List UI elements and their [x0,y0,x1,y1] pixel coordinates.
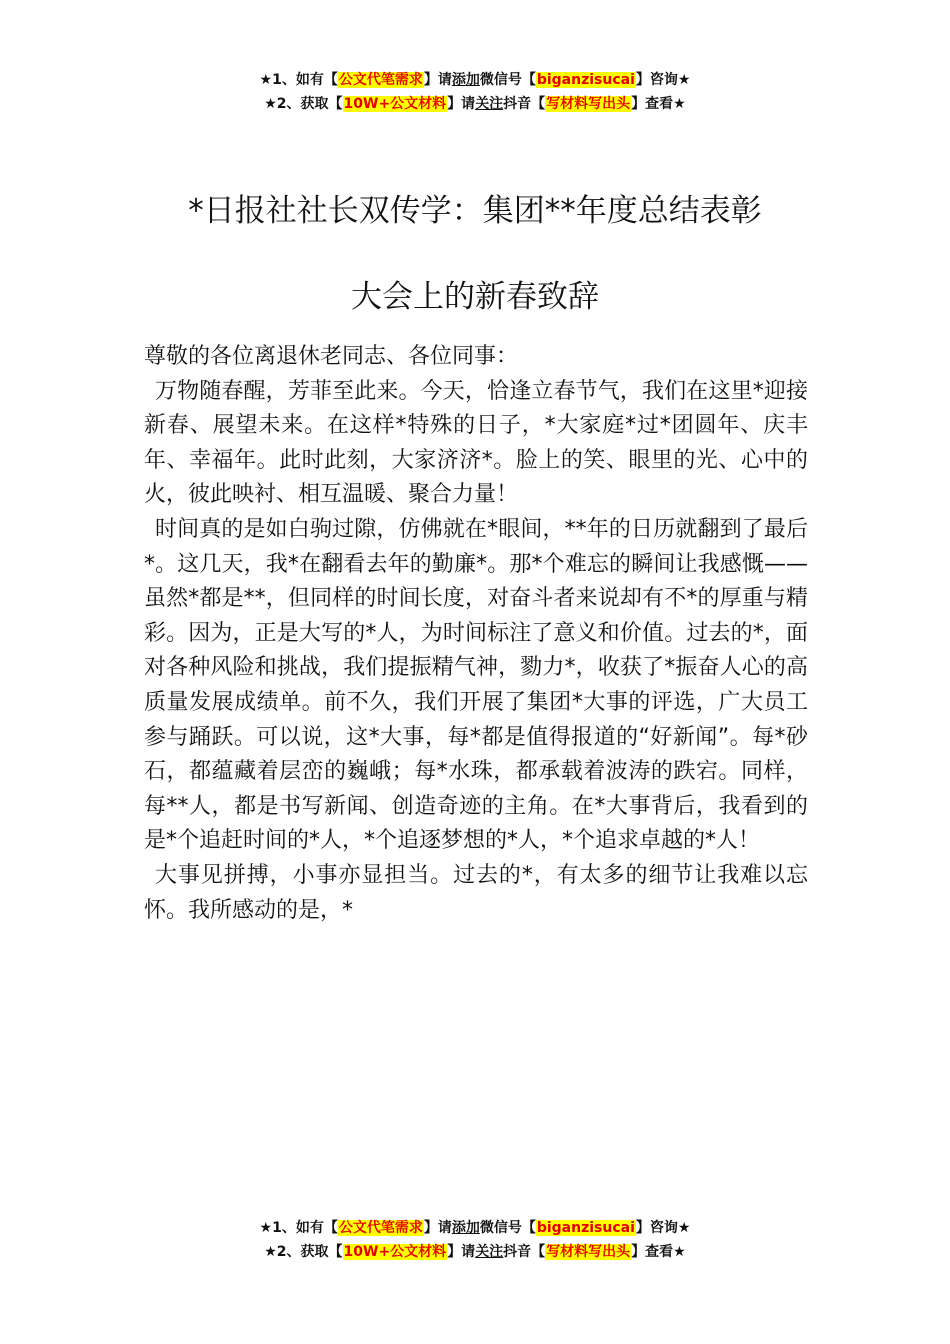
douyin-highlight: 写材料写出头 [546,96,631,112]
paragraph-3: 大事见拼搏，小事亦显担当。过去的*，有太多的细节让我难以忘怀。我所感动的是，* [144,862,808,923]
promo-text: 】咨询★ [635,72,691,88]
promo-line-1 [0,1216,950,1240]
promo-line-1 [0,68,950,92]
promo-highlight: 公文代笔需求 [338,1220,423,1236]
greeting: 尊敬的各位离退休老同志、各位同事： [144,344,519,369]
promo-text: ★1、如有【 [259,72,338,88]
title-line-2: 大会上的新春致辞 [351,279,599,315]
promo-highlight: 10W+公文材料 [343,96,447,112]
promo-text: 】请 [423,72,452,88]
top-promo-banner [0,68,950,116]
wechat-id-highlight: biganzisucai [536,72,635,88]
promo-text: 】咨询★ [635,1220,691,1236]
title-line-1: *日报社社长双传学：集团**年度总结表彰 [188,193,762,229]
promo-text: ★2、获取【 [264,96,343,112]
promo-text: 】请 [447,96,476,112]
document-body [144,340,808,928]
promo-text: 】查看★ [631,1244,686,1260]
promo-text: ★2、获取【 [264,1244,343,1260]
promo-text: 】请 [423,1220,452,1236]
promo-emphasis: 关注 [475,1244,504,1260]
promo-highlight: 公文代笔需求 [338,72,423,88]
promo-highlight: 10W+公文材料 [343,1244,447,1260]
document-title [120,168,830,340]
promo-line-2 [0,92,950,116]
paragraph-2: 时间真的是如白驹过隙，仿佛就在*眼间，**年的日历就翻到了最后*。这几天，我*在翻看去年的勤廉*。那*个难忘的瞬间让我感慨——虽然*都是**，但同样的时间长度，对奋斗者来说却有不*的厚重与精彩。因为，正是大写的*人，为时间标注了意义和价值。过去的*，面对各种风险和挑战，我们提振精气神，勠力*，收获了*振奋人心的高质量发展成绩单。前不久，我们开展了集团*大事的评选，广大员工参与踊跃。可以说，这*大事，每*都是值得报道的“好新闻”。每*砂石，都蕴藏着层峦的巍峨；每*水珠，都承载着波涛的跌宕。同样，每**人，都是书写新闻、创造奇迹的主角。在*大事背后，我看到的是*个追赶时间的*人，*个追逐梦想的*人，*个追求卓越的*人！ [144,516,808,854]
promo-text: 微信号【 [479,72,536,88]
promo-text: 微信号【 [479,1220,536,1236]
douyin-highlight: 写材料写出头 [546,1244,631,1260]
promo-emphasis: 添加 [451,72,480,88]
promo-text: 抖音【 [503,1244,546,1260]
promo-text: 】查看★ [631,96,686,112]
paragraph-1: 万物随春醒，芳菲至此来。今天，恰逢立春节气，我们在这里*迎接新春、展望未来。在这样*特殊的日子，*大家庭*过*团圆年、庆丰年、幸福年。此时此刻，大家济济*。脸上的笑、眼里的光、心中的火，彼此映衬、相互温暖、聚合力量！ [144,378,808,508]
promo-text: 抖音【 [503,96,546,112]
promo-line-2 [0,1240,950,1264]
wechat-id-highlight: biganzisucai [536,1220,635,1236]
promo-emphasis: 关注 [475,96,504,112]
bottom-promo-banner [0,1216,950,1264]
promo-text: ★1、如有【 [259,1220,338,1236]
promo-emphasis: 添加 [451,1220,480,1236]
promo-text: 】请 [447,1244,476,1260]
